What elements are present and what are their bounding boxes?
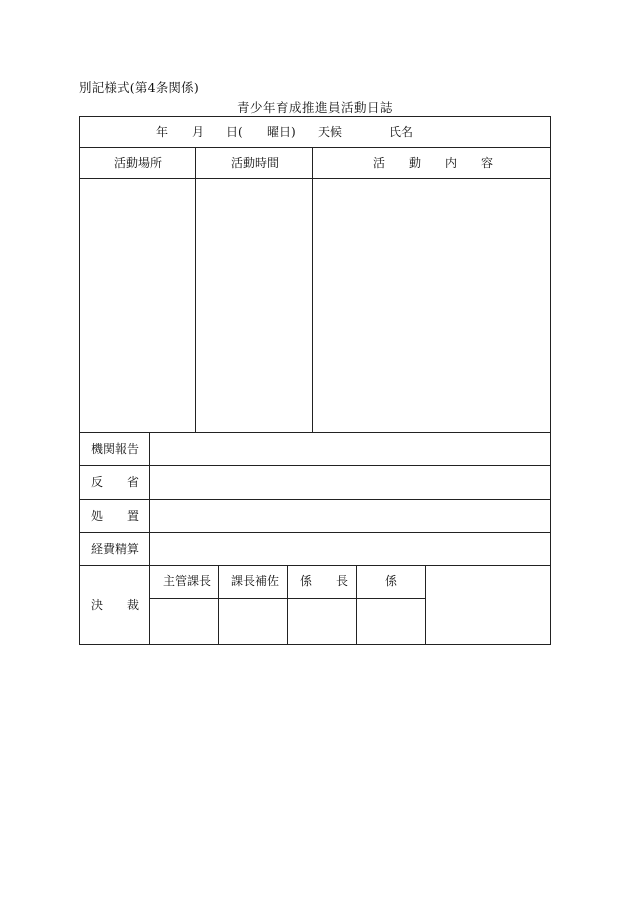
date-weather-name-field[interactable] xyxy=(80,117,550,147)
expense-field[interactable] xyxy=(150,533,550,565)
activity-time-cell[interactable] xyxy=(196,179,312,432)
activity-place-cell[interactable] xyxy=(80,179,195,432)
year-label: 年 xyxy=(156,125,169,139)
weather-label: 天候 xyxy=(318,125,343,139)
column-header-time: 活動時間 xyxy=(231,156,280,170)
weekday-label: 曜日) xyxy=(267,125,296,139)
expense-label: 経費精算 xyxy=(91,542,140,556)
approver-chief: 主管課長 xyxy=(163,574,212,588)
activity-content-cell[interactable] xyxy=(313,179,550,432)
column-header-content: 活 動 内 容 xyxy=(373,156,494,170)
reflection-label: 反 省 xyxy=(91,475,140,489)
stamp-box-assistant-chief[interactable] xyxy=(219,599,287,644)
day-label: 日( xyxy=(226,125,243,139)
approver-staff: 係 xyxy=(385,574,398,588)
approver-assistant-chief: 課長補佐 xyxy=(231,574,280,588)
agency-report-label: 機関報告 xyxy=(91,442,140,456)
stamp-box-blank[interactable] xyxy=(426,566,550,644)
disposition-label: 処 置 xyxy=(91,509,140,523)
approver-section-head: 係 長 xyxy=(300,574,349,588)
stamp-box-chief[interactable] xyxy=(150,599,218,644)
name-label: 氏名 xyxy=(389,125,414,139)
stamp-box-staff[interactable] xyxy=(357,599,425,644)
column-header-place: 活動場所 xyxy=(114,156,163,170)
disposition-field[interactable] xyxy=(150,500,550,532)
stamp-box-section-head[interactable] xyxy=(288,599,356,644)
month-label: 月 xyxy=(192,125,205,139)
approval-label: 決 裁 xyxy=(91,598,140,612)
form-article-note: 別記様式(第4条関係) xyxy=(79,80,199,95)
form-title: 青少年育成推進員活動日誌 xyxy=(236,100,393,115)
agency-report-field[interactable] xyxy=(150,433,550,465)
divider-header xyxy=(80,147,550,148)
reflection-field[interactable] xyxy=(150,466,550,499)
activity-log-form xyxy=(79,116,551,645)
